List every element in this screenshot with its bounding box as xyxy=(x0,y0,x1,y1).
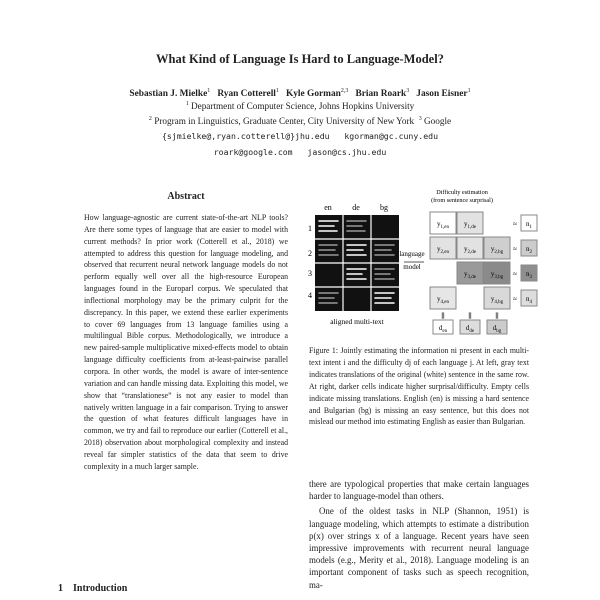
body-column xyxy=(309,478,529,591)
figure-caption: Figure 1: Jointly estimating the information ni present in each multi-text intent i and the difficulty dj of each language j. At left, gray text indicates translations of the original (white) sentence in the same row. At right, darker cells indicate higher surprisal/difficulty. Empty cells indicate missing translations. English (en) is missing a hard sentence and Bulgarian (bg) is missing an easy sentence, but this does not mislead our method into estimating English as easier than Bulgarian. xyxy=(309,346,529,427)
matrix-row-label: 4 xyxy=(308,291,312,300)
y-cell xyxy=(430,287,456,309)
affiliation-1 xyxy=(0,101,600,111)
matrix-row-label: 3 xyxy=(308,269,312,278)
paper-title: What Kind of Language Is Hard to Language-Model? xyxy=(156,52,444,66)
approx-sign: ⫼ xyxy=(468,312,472,320)
y-cell xyxy=(484,237,510,259)
affil-text: Program in Linguistics, Graduate Center, City University of New York xyxy=(154,116,415,127)
y-cell-label: $y_{1,en}$ xyxy=(437,220,449,230)
author-name: Jason Eisner xyxy=(416,89,468,100)
body-paragraph: there are typological properties that make certain languages harder to language-model than others. xyxy=(309,479,529,502)
author-affil: 3 xyxy=(406,88,410,94)
author-affil: 1 xyxy=(275,88,279,94)
email-line-1: {sjmielke@,ryan.cotterell@}jhu.edu kgorman@gc.cuny.edu xyxy=(161,131,439,141)
section-title: Introduction xyxy=(73,583,128,594)
estimation-heading: (from sentence surprisal) xyxy=(431,197,493,204)
y-cell xyxy=(430,237,456,259)
y-cell xyxy=(484,287,510,309)
author-name: Sebastian J. Mielke xyxy=(129,89,208,100)
y-cell-label: $y_{3,bg}$ xyxy=(490,270,504,280)
body-paragraph: One of the oldest tasks in NLP (Shannon, 1951) is language modeling, which attempts to estimate a distribution p(x) over strings x of a language. Recent years have seen impressive improvements with recurrent neural language models (e.g., Merity et al., 2018). Language modeling is an important component of tasks such as speech recognition, ma- xyxy=(309,506,529,590)
y-cell-label: $y_{3,de}$ xyxy=(464,270,476,280)
author-list xyxy=(0,88,600,99)
affil-number: 3 xyxy=(418,116,422,122)
email-line-2: roark@google.com jason@cs.jhu.edu xyxy=(213,147,387,157)
author-affil: 2,3 xyxy=(340,88,349,94)
y-cell-label: $y_{1,de}$ xyxy=(464,220,476,230)
d-label: $d_{de}$ xyxy=(465,324,475,334)
matrix-col-label: de xyxy=(352,203,360,212)
abstract-heading: Abstract xyxy=(167,191,205,202)
estimation-heading: Difficulty estimation xyxy=(436,189,488,196)
y-cell xyxy=(457,212,483,234)
affil-text: Department of Computer Science, Johns Hopkins University xyxy=(191,101,415,112)
abstract-text: How language-agnostic are current state-of-the-art NLP tools? Are there some types of language that are easier to model with current methods? In prior work (Cotterell et al., 2018) we attempted to address this question for language modeling, and observed that recurrent neural network language models do not perform equally well over all the high-resource European languages found in the Europarl corpus. We speculated that inflectional morphology may be the primary culprit for the discrepancy. In this paper, we extend these earlier experiments to cover 69 languages from 13 language families using a multilingual Bible corpus. Methodologically, we introduce a new paired-sample multiplicative mixed-effects model to obtain language difficulty coefficients from at-least-pairwise parallel corpora. In other words, the model is aware of inter-sentence variation and can handle missing data. Exploiting this model, we show that “translationese” is not any easier to model than natively written language in a fair comparison. Trying to answer the question of what features difficult languages have in common, we try and fail to reproduce our earlier (Cotterell et al., 2018) observation about morphological complexity and instead reveal far simpler statistics of the data that seem to drive complexity in a much larger sample. xyxy=(84,213,288,471)
y-cell-label: $y_{2,bg}$ xyxy=(490,245,504,255)
figure-1 xyxy=(300,186,540,336)
affiliation-2 xyxy=(0,116,600,126)
author-name: Ryan Cotterell xyxy=(217,89,276,100)
d-label: $d_{bg}$ xyxy=(492,324,502,334)
n-label: $n_1$ xyxy=(526,220,532,230)
matrix-col-label: bg xyxy=(380,203,388,212)
n-label: $n_4$ xyxy=(526,295,532,305)
y-cell xyxy=(457,262,483,284)
affil-number: 1 xyxy=(185,101,189,107)
section-number: 1 xyxy=(58,583,63,594)
matrix-caption: aligned multi-text xyxy=(330,317,384,326)
approx-sign: ≈ xyxy=(513,295,517,303)
approx-sign: ⫼ xyxy=(495,312,499,320)
y-cell xyxy=(484,262,510,284)
y-cell-label: $y_{2,en}$ xyxy=(437,245,449,255)
approx-sign: ≈ xyxy=(513,270,517,278)
author-affil: 1 xyxy=(467,88,471,94)
y-cell xyxy=(430,212,456,234)
y-cell-label: $y_{4,en}$ xyxy=(437,295,449,305)
n-label: $n_2$ xyxy=(526,245,532,255)
y-cell-label: $y_{4,bg}$ xyxy=(490,295,504,305)
model-label: language xyxy=(399,250,425,258)
y-cell xyxy=(457,237,483,259)
author-name: Kyle Gorman xyxy=(285,89,341,100)
y-cell-label: $y_{2,de}$ xyxy=(464,245,476,255)
d-label: $d_{en}$ xyxy=(438,324,448,334)
matrix-row-label: 1 xyxy=(308,224,312,233)
author-affil: 1 xyxy=(207,88,211,94)
model-label: model xyxy=(403,263,421,271)
affil-number: 2 xyxy=(148,116,152,122)
section-heading xyxy=(58,583,127,594)
approx-sign: ≈ xyxy=(513,220,517,228)
approx-sign: ≈ xyxy=(513,245,517,253)
affil-text: Google xyxy=(424,116,452,127)
matrix-row-label: 2 xyxy=(308,249,312,258)
author-name: Brian Roark xyxy=(355,89,407,100)
matrix-col-label: en xyxy=(324,203,332,212)
n-label: $n_3$ xyxy=(526,270,532,280)
approx-sign: ⫼ xyxy=(441,312,445,320)
